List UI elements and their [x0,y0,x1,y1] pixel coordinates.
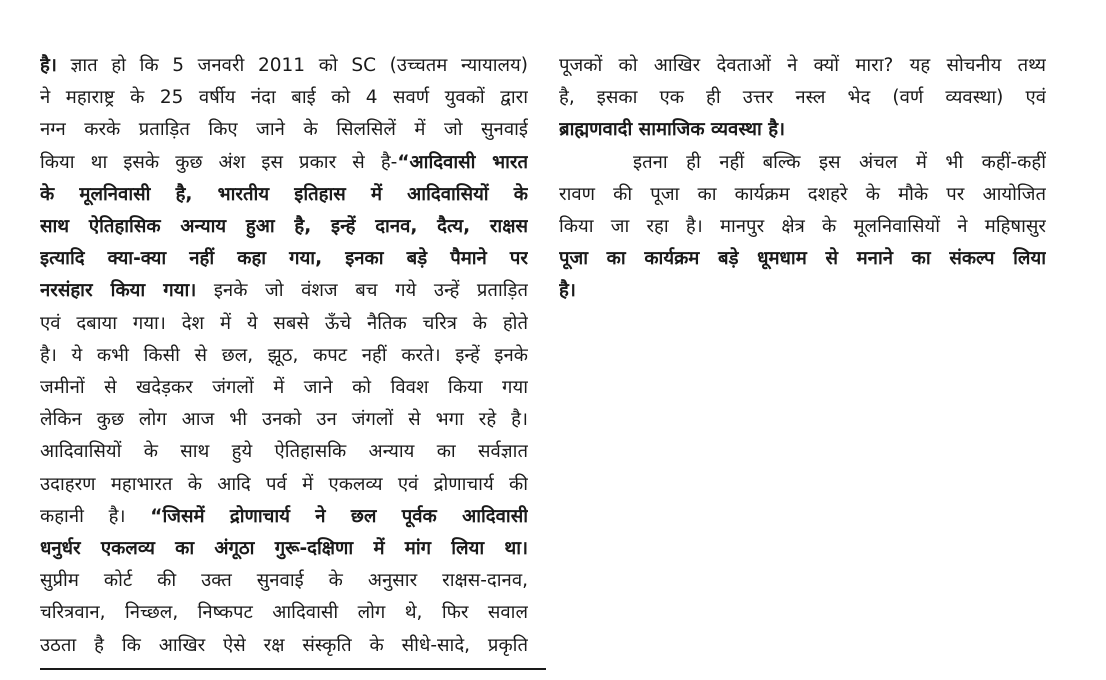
text-run: कहानी है। [40,505,151,527]
text-run: नग्न करके प्रताड़ित किए जाने के सिलसिलें में जो सुनवाई [40,119,528,141]
text-run: है, इसका एक ही उत्तर नस्ल भेद (वर्ण व्यवस्था) एवं [559,87,1046,109]
text-run: लेकिन कुछ लोग आज भी उनको उन जंगलों से भगा रहे है। [40,409,528,431]
left-column-line [40,82,528,114]
right-column-line [559,82,1046,114]
bottom-rule [40,668,546,670]
text-run: आदिवासियों के साथ हुये ऐतिहासकि अन्याय का सर्वज्ञात [40,441,528,463]
bold-text-run: साथ ऐतिहासिक अन्याय हुआ है, इन्हें दानव, दैत्य, राक्षस [40,216,528,238]
left-column-line [40,275,528,307]
bold-text-run: “आदिवासी भारत [397,151,528,173]
left-column-line [40,340,528,372]
text-run: ज्ञात हो कि 5 जनवरी 2011 को SC (उच्चतम न्यायालय) [56,55,528,76]
text-run: है। ये कभी किसी से छल, झूठ, कपट नहीं करते। इन्हें इनके [40,344,528,366]
left-column-line [40,404,528,436]
right-column-line [559,179,1046,211]
bold-text-run: पूजा का कार्यक्रम बड़े धूमधाम से मनाने का संकल्प लिया [559,248,1046,270]
text-run: उठता है कि आखिर ऐसे रक्ष संस्कृति के सीधे-सादे, प्रकृति [40,634,528,656]
left-column-line [40,501,528,533]
text-run: किया जा रहा है। मानपुर क्षेत्र के मूलनिवासियों ने महिषासुर [559,216,1046,238]
text-run: ने महाराष्ट्र के 25 वर्षीय नंदा बाई को 4 सवर्ण युवकों द्वारा [40,87,528,109]
text-run: उदाहरण महाभारत के आदि पर्व में एकलव्य एवं द्रोणाचार्य की [40,473,528,495]
left-column-line [40,243,528,275]
bold-text-run: धनुर्धर एकलव्य का अंगूठा गुरू-दक्षिणा में मांग लिया था। [40,538,528,560]
left-column-line [40,50,528,82]
text-run: जमीनों से खदेड़कर जंगलों में जाने को विवश किया गया [40,377,528,399]
text-run: सुप्रीम कोर्ट की उक्त सुनवाई के अनुसार राक्षस-दानव, [40,570,528,592]
text-run: पूजकों को आखिर देवताओं ने क्यों मारा? यह सोचनीय तथ्य [559,55,1046,76]
right-column-line [559,50,1046,82]
text-run: चरित्रवान, निच्छल, निष्कपट आदिवासी लोग थे, फिर सवाल [40,602,528,624]
right-column-line [559,147,1046,179]
right-column-line [559,243,1046,275]
text-run: एवं दबाया गया। देश में ये सबसे ऊँचे नैतिक चरित्र के होते [40,312,528,334]
text-run: किया था इसके कुछ अंश इस प्रकार से है- [40,151,398,173]
left-column-line [40,179,528,211]
left-column-line [40,469,528,501]
left-column-line [40,211,528,243]
bold-text-run: “जिसमें द्रोणाचार्य ने छल पूर्वक आदिवासी [150,505,528,527]
left-column-line [40,147,528,179]
right-text-column [559,50,1046,308]
left-text-column [40,50,528,662]
left-column-line [40,114,528,146]
left-column-line [40,308,528,340]
text-run: इनके जो वंशज बच गये उन्हें प्रताड़ित [196,280,528,302]
bold-text-run: ब्राह्मणवादी सामाजिक व्यवस्था है। [559,119,786,141]
left-column-line [40,565,528,597]
bold-text-run: है। [559,280,576,302]
text-run: इतना ही नहीं बल्कि इस अंचल में भी कहीं-कहीं [633,151,1046,173]
right-column-line [559,114,1046,146]
left-column-line [40,533,528,565]
right-column-line [559,275,1046,307]
left-column-line [40,597,528,629]
text-run: रावण की पूजा का कार्यक्रम दशहरे के मौके पर आयोजित [559,183,1046,205]
left-column-line [40,436,528,468]
right-column-line [559,211,1046,243]
bold-text-run: है। [40,55,57,76]
bold-text-run: इत्यादि क्या-क्या नहीं कहा गया, इनका बड़े पैमाने पर [40,248,528,270]
bold-text-run: के मूलनिवासी है, भारतीय इतिहास में आदिवासियों के [40,183,528,205]
left-column-line [40,630,528,662]
left-column-line [40,372,528,404]
bold-text-run: नरसंहार किया गया। [40,280,197,302]
